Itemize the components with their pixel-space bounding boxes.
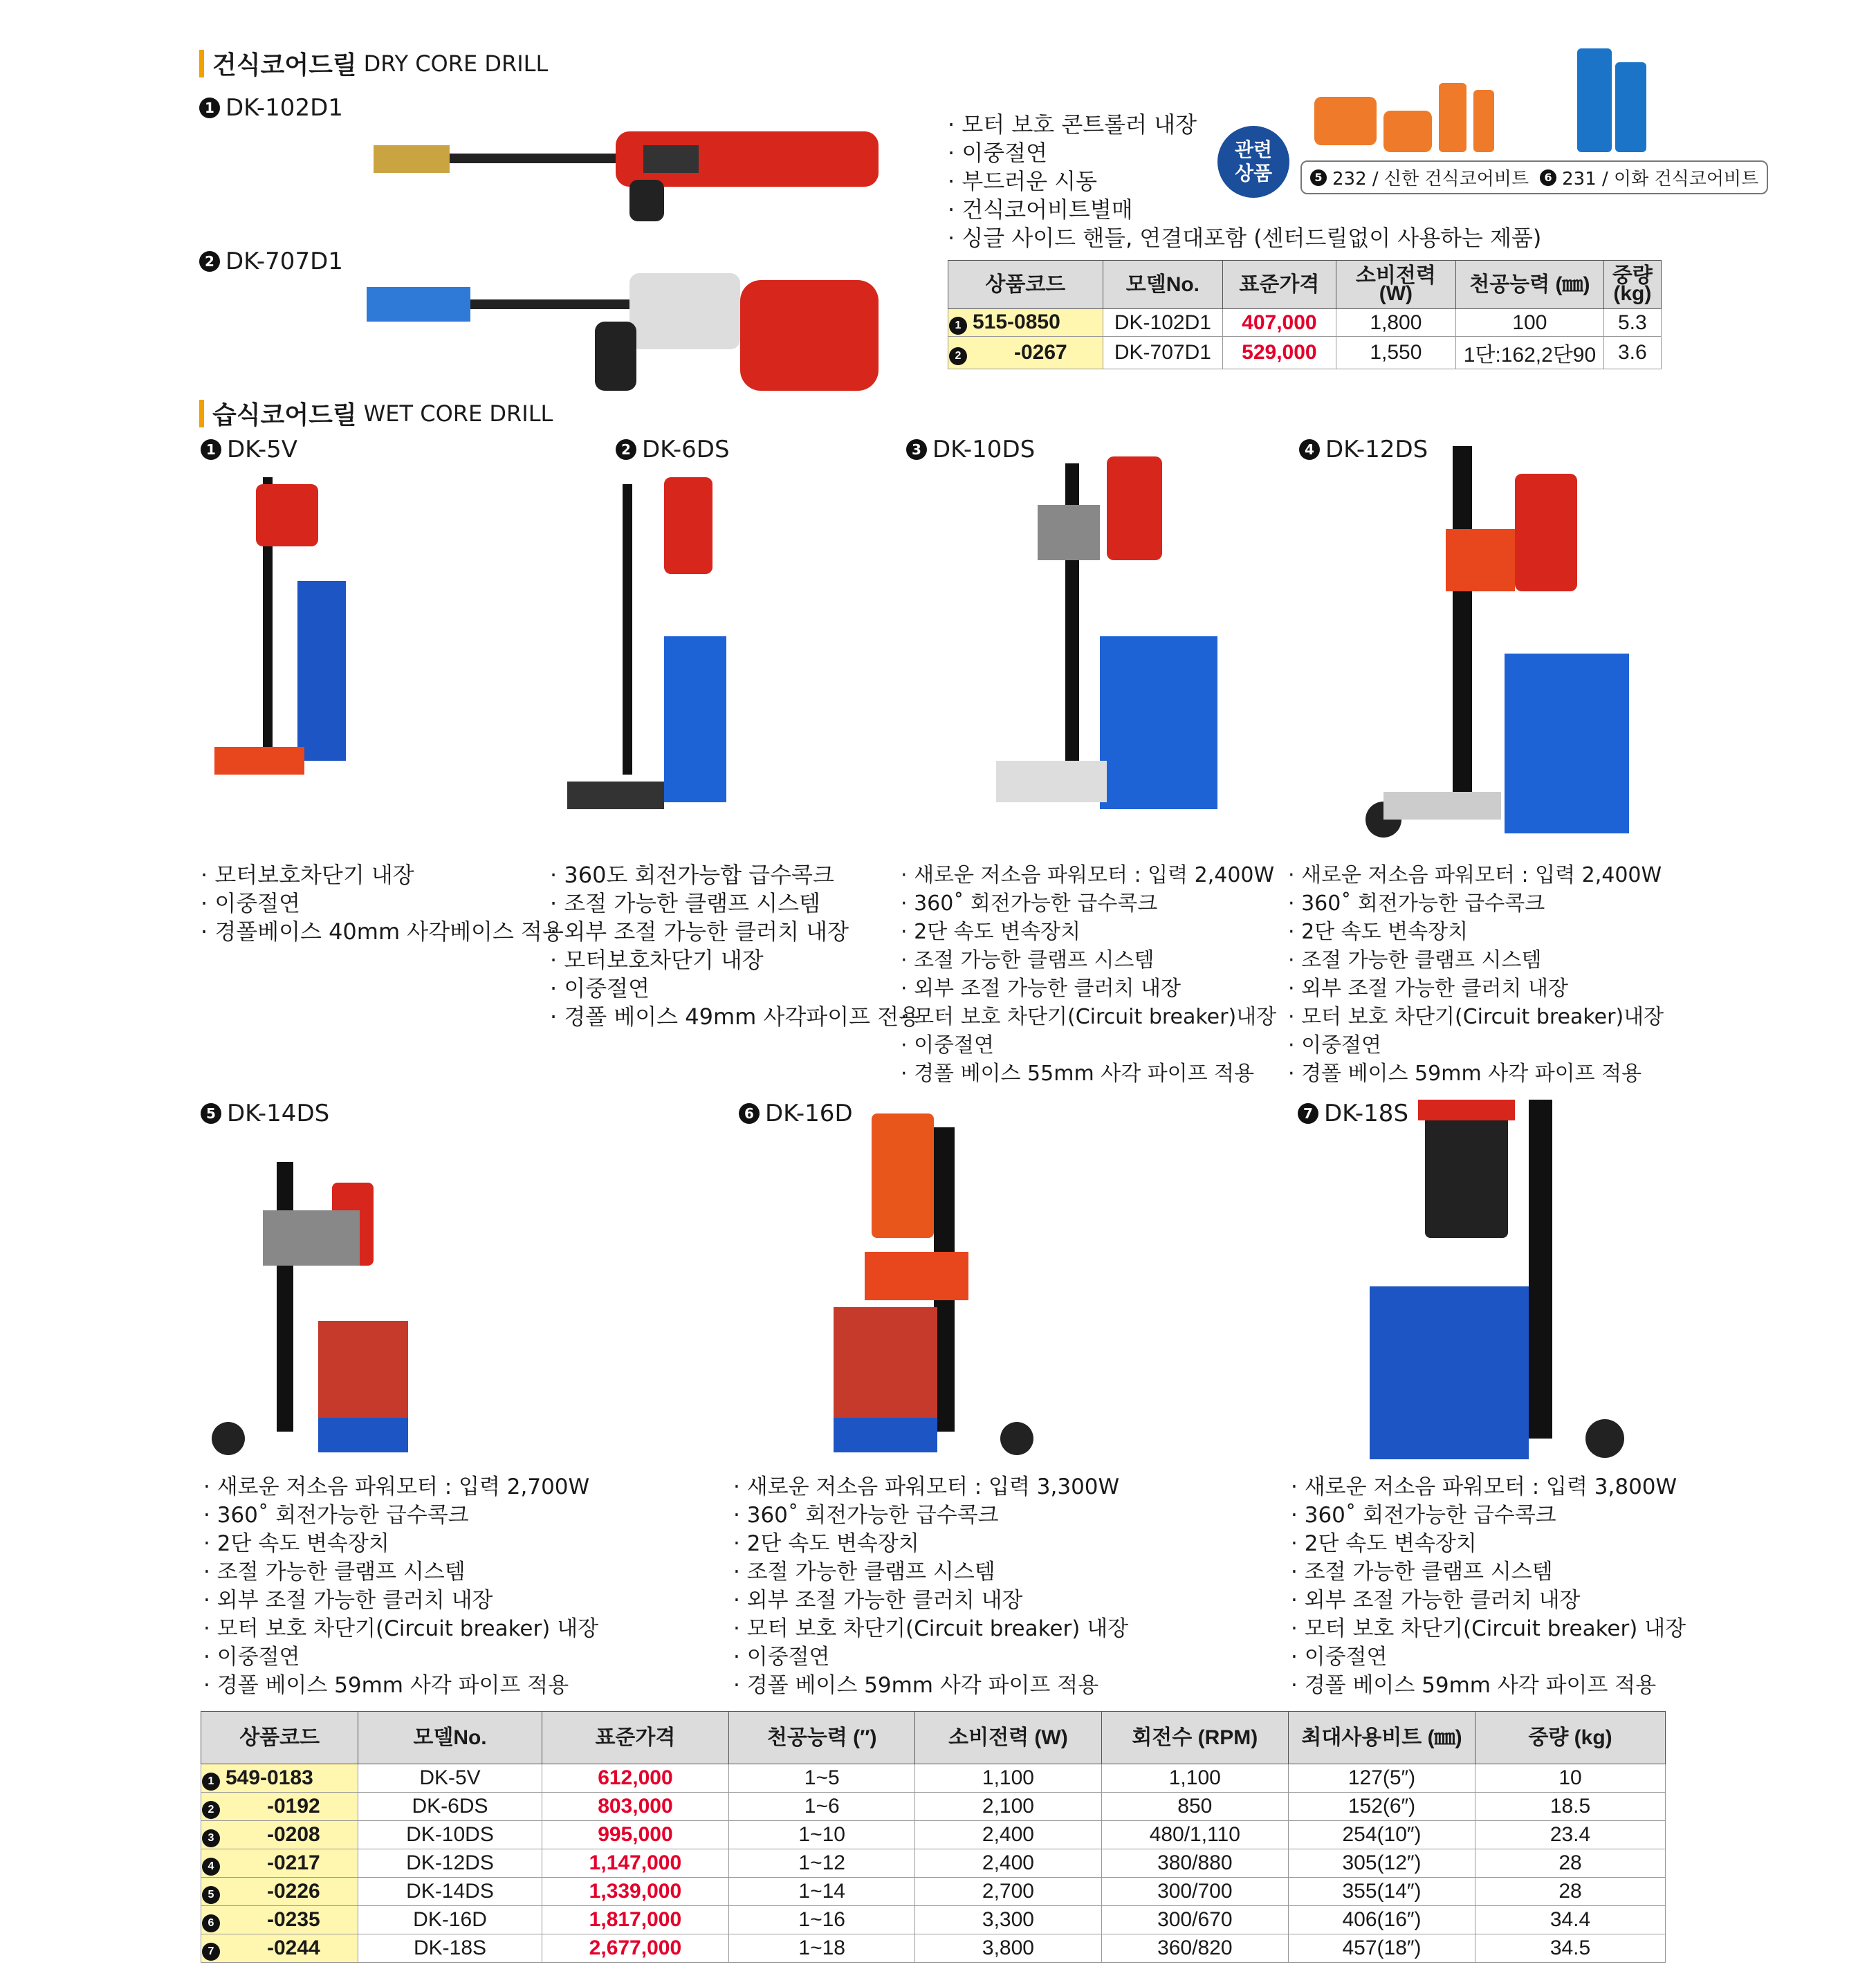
wet-model-1-label: 1 DK-5V: [201, 436, 297, 463]
dk-18s-drill-image: [1356, 1093, 1633, 1466]
table-row: 6 -0235 DK-16D 1,817,000 1~16 3,300 300/670 406(16″) 34.4: [201, 1906, 1666, 1934]
table-row: 1 515-0850 DK-102D1 407,000 1,800 100 5.3: [948, 309, 1662, 337]
dry-model-2-label: 2 DK-707D1: [199, 248, 343, 275]
dry-core-bits-image: [1307, 69, 1536, 159]
wet-model-2-features: · 360도 회전가능합 급수콕크 · 조절 가능한 클램프 시스템 · 외부 조절 가능한 클러치 내장 · 모터보호차단기 내장 · 이중절연 · 경폴 베이스 49mm 사각파이프 전용: [550, 861, 920, 1031]
dk-12ds-drill-image: [1356, 439, 1633, 847]
dk-5v-drill-image: [201, 470, 360, 788]
table-row: 7 -0244 DK-18S 2,677,000 1~18 3,800 360/820 457(18″) 34.5: [201, 1934, 1666, 1963]
dry-model-1-label: 1 DK-102D1: [199, 94, 343, 122]
wet-model-4-label: 4 DK-12DS: [1299, 436, 1428, 463]
dry-spec-table: 상품코드 모델No. 표준가격 소비전력 (W) 천공능력 (㎜) 중량 (kg) 1 515-0850 DK-102D1 407,000 1,800 100 5.3 2 -0267 DK-707D1 529,000 1,550 1단:162,2단90 3.6: [948, 260, 1662, 369]
feature-item: · 부드러운 시동: [948, 167, 1541, 196]
feature-item: · 싱글 사이드 핸들, 연결대포함 (센터드릴없이 사용하는 제품): [948, 224, 1541, 252]
dk-707d1-drill-image: [367, 259, 899, 398]
dk-16d-drill-image: [830, 1113, 1051, 1459]
wet-model-3-label: 3 DK-10DS: [906, 436, 1035, 463]
wet-model-5-label: 5 DK-14DS: [201, 1100, 329, 1127]
wet-model-6-features: · 새로운 저소음 파워모터 : 입력 3,300W · 360˚ 회전가능한 급수콕크 · 2단 속도 변속장치 · 조절 가능한 클램프 시스템 · 외부 조절 가능한 클러치 내장 · 모터 보호 차단기(Circuit breaker) 내장 · 이중절연 · 경폴 베이스 59mm 사각 파이프 적용: [733, 1473, 1128, 1700]
dk-14ds-drill-image: [201, 1155, 422, 1459]
dk-10ds-drill-image: [989, 450, 1217, 823]
table-row: 1 549-0183 DK-5V 612,000 1~5 1,100 1,100 127(5″) 10: [201, 1764, 1666, 1793]
wet-model-6-label: 6 DK-16D: [739, 1100, 853, 1127]
feature-item: · 이중절연: [948, 139, 1541, 167]
blue-core-bits-image: [1556, 41, 1660, 159]
wet-model-1-features: · 모터보호차단기 내장 · 이중절연 · 경폴베이스 40mm 사각베이스 적용: [201, 861, 564, 946]
wet-model-7-label: 7 DK-18S: [1298, 1100, 1408, 1127]
related-item[interactable]: 6 231 / 이화 건식코어비트: [1540, 165, 1758, 190]
dk-6ds-drill-image: [560, 477, 740, 816]
wet-model-4-features: · 새로운 저소음 파워모터 : 입력 2,400W · 360˚ 회전가능한 급수콕크 · 2단 속도 변속장치 · 조절 가능한 클램프 시스템 · 외부 조절 가능한 클러치 내장 · 모터 보호 차단기(Circuit breaker)내장 · 이중절연 · 경폴 베이스 59mm 사각 파이프 적용: [1288, 861, 1664, 1088]
wet-spec-table: 상품코드 모델No. 표준가격 천공능력 (″) 소비전력 (W) 회전수 (RPM) 최대사용비트 (㎜) 중량 (kg) 1 549-0183 DK-5V 612,000 1~5 1,100 1,100 127(5″) 10 2 -0192 DK-6DS 803,000 1~6 2,100 850 152(6″) 18.5 3 -0208 DK-10DS 995,000 1~10 2,400 480/1,110 254(10″) 23.4 4 -0217 DK-12DS 1,147,000 1~12 2,400 380/880 305(12″) 28 5 -0226 DK-14DS 1,339,000 1~14 2,700 300/700 355(14″) 28 6 -0235 DK-16D 1,817,000 1~16 3,300 300/670 406(16″) 34.4 7 -0244 DK-18S 2,677,000 1~18 3,800 360/820 457(18″) 34.5: [201, 1711, 1666, 1963]
related-products-badge: 관련 상품: [1217, 126, 1289, 198]
related-products-box: [1300, 160, 1768, 194]
wet-model-7-features: · 새로운 저소음 파워모터 : 입력 3,800W · 360˚ 회전가능한 급수콕크 · 2단 속도 변속장치 · 조절 가능한 클램프 시스템 · 외부 조절 가능한 클러치 내장 · 모터 보호 차단기(Circuit breaker) 내장 · 이중절연 · 경폴 베이스 59mm 사각 파이프 적용: [1291, 1473, 1686, 1700]
wet-section-title: 습식코어드릴 WET CORE DRILL: [199, 396, 553, 431]
wet-model-2-label: 2 DK-6DS: [616, 436, 730, 463]
table-row: 5 -0226 DK-14DS 1,339,000 1~14 2,700 300/700 355(14″) 28: [201, 1878, 1666, 1906]
wet-model-3-features: · 새로운 저소음 파워모터 : 입력 2,400W · 360˚ 회전가능한 급수콕크 · 2단 속도 변속장치 · 조절 가능한 클램프 시스템 · 외부 조절 가능한 클러치 내장 · 모터 보호 차단기(Circuit breaker)내장 · 이중절연 · 경폴 베이스 55mm 사각 파이프 적용: [901, 861, 1276, 1088]
wet-model-5-features: · 새로운 저소음 파워모터 : 입력 2,700W · 360˚ 회전가능한 급수콕크 · 2단 속도 변속장치 · 조절 가능한 클램프 시스템 · 외부 조절 가능한 클러치 내장 · 모터 보호 차단기(Circuit breaker) 내장 · 이중절연 · 경폴 베이스 59mm 사각 파이프 적용: [203, 1473, 598, 1700]
dk-102d1-drill-image: [367, 118, 899, 228]
table-row: 2 -0267 DK-707D1 529,000 1,550 1단:162,2단90 3.6: [948, 337, 1662, 369]
dry-section-title: 건식코어드릴 DRY CORE DRILL: [199, 46, 548, 81]
feature-item: · 건식코어비트별매: [948, 196, 1541, 224]
feature-item: · 모터 보호 콘트롤러 내장: [948, 111, 1541, 139]
table-row: 2 -0192 DK-6DS 803,000 1~6 2,100 850 152(6″) 18.5: [201, 1793, 1666, 1821]
related-item[interactable]: 5 232 / 신한 건식코어비트: [1310, 165, 1529, 190]
table-row: 4 -0217 DK-12DS 1,147,000 1~12 2,400 380/880 305(12″) 28: [201, 1849, 1666, 1878]
table-row: 3 -0208 DK-10DS 995,000 1~10 2,400 480/1,110 254(10″) 23.4: [201, 1821, 1666, 1849]
